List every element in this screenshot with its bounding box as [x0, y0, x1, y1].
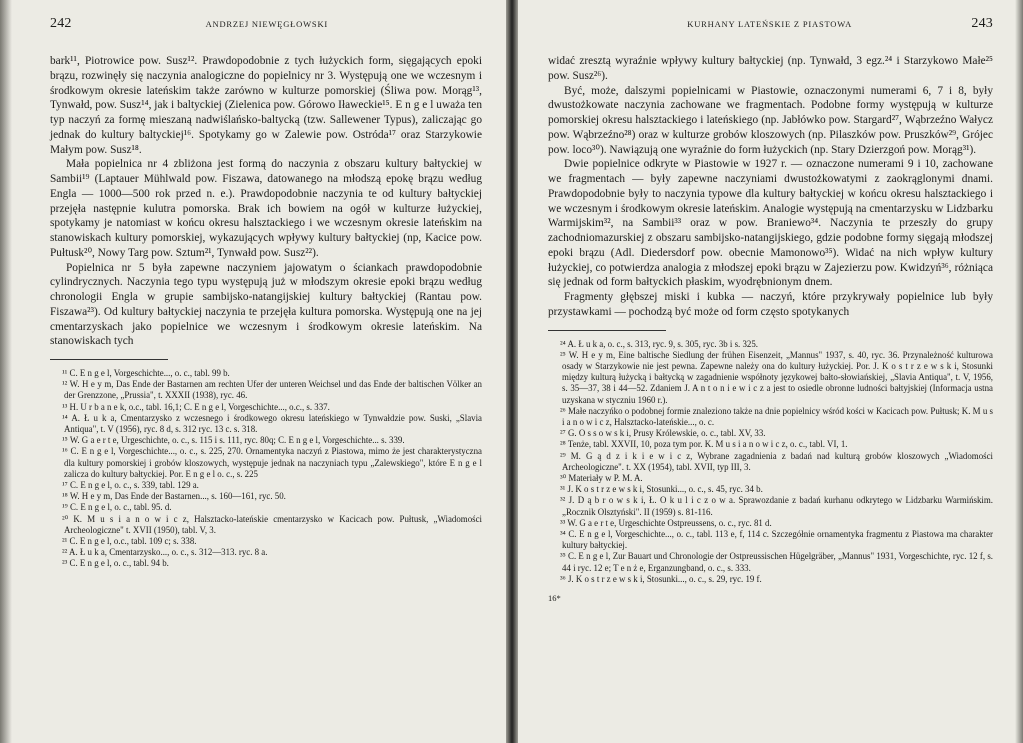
footnote: ³⁴ C. E n g e l, Vorgeschichte..., o. c., tabl. 113 e, f, 114 c. Szczegółnie ornamentyka fragmentu z Piastowa ma charakter kultury bałtyckiej. — [560, 528, 993, 551]
paragraph: Mała popielnica nr 4 zbliżona jest formą do naczynia z obszaru kultury bałtyckiej w Sambii¹⁹ (Laptauer Mühlwald pow. Fiszawa, datowanego na młodszą epokę brązu według Engla — 1000—500 rok przed n. e.). Prawdopodobnie naczynia te od kultury bałtyckiej przejęła następnie kulutra pomorska. Brak ich bowiem na ogół w kulturze łużyckiej, spotykamy je natomiast w końcu okresu halsztackiego i we wczesnym okresie lateńskim na stanowiskach kultury pomorskiej, wykazujących wpływy kultury bałtyckiej (np, Kacice pow. Pułtusk²⁰, Nowy Targ pow. Sztum²¹, Tynwałd pow. Susz²²). — [50, 158, 482, 259]
left-page — [0, 0, 506, 743]
footnote: ¹³ H. U r b a n e k, o.c., tabl. 16,1; C. E n g e l, Vorgeschichte..., o.c., s. 337. — [62, 401, 330, 412]
footnote: ¹² W. H e y m, Das Ende der Bastarnen am rechten Ufer der unteren Weichsel und das Ende der baltischen Völker an der Grenzzone, „Prussia", t. XXXII (1938), ryc. 46. — [62, 379, 482, 401]
footnote: ¹⁷ C. E n g e l, o. c., s. 339, tabl. 129 a. — [62, 480, 199, 491]
right-running-head: KURHANY LATEŃSKIE Z PIASTOWA — [687, 19, 853, 29]
right-page — [518, 0, 1023, 743]
footnote: ¹¹ C. E n g e l, Vorgeschichte..., o. c., tabl. 99 b. — [62, 368, 230, 378]
right-page-number: 243 — [971, 16, 993, 31]
paragraph: bark¹¹, Piotrowice pow. Susz¹². Prawdopodobnie z tych łużyckich form, sięgających epoki brązu, rozwinęły się naczynia analogiczne do popielnicy nr 3. Występują one we wczesnym i środkowym okresie lateńskim także zarówno w kulturze pomorskiej (Śliwa pow. Morąg¹³, Tynwałd, pow. Susz¹⁴, jak i baltyckiej (Zielenica pow. Górowo Iławeckie¹⁵. E n g e l uważa ten typ naczyń za formę mieszaną nadwiślańsko-baltycką (tzw. Sallewener Typus), zaliczając go jednak do kultury baltyckiej¹⁶. Spotykamy go w Zalewie pow. Ostróda¹⁷ oraz Starzykowie Małym pow. Susz¹⁸. — [50, 55, 482, 156]
printer-signature: 16* — [548, 592, 561, 603]
footnote: ¹⁸ W. H e y m, Das Ende der Bastarnen..., s. 160—161, ryc. 50. — [62, 491, 286, 502]
footnote: ¹⁶ C. E n g e l, Vorgeschichte..., o. c., s. 225, 270. Ornamentyka naczyń z Piastowa, mimo że jest charakterystyczna dla kultury pomorskiej i grobów kloszowych, występuje jednak na naczyniach typu „Zalewskiego", które E n g e l zalicza do kultury bałtyckiej. Por. E n g e l o. c., s. 225 — [62, 446, 482, 479]
paragraph: Fragmenty głębszej miski i kubka — naczyń, które przykrywały popielnice lub były przystawkami — pochodzą być może od form często spotykanych — [548, 291, 993, 318]
right-page-header — [548, 16, 993, 32]
footnote: ³² J. D ą b r o w s k i, Ł. O k u l i c z o w a. Sprawozdanie z badań kurhanu odkrytego w Lidzbarku Warmińskim. „Rocznik Olsztyński". II (1959) s. 81-116. — [560, 495, 993, 517]
footnote: ²⁴ A. Ł u k a, o. c., s. 313, ryc. 9, s. 305, ryc. 3b i s. 325. — [560, 338, 759, 349]
paragraph: Dwie popielnice odkryte w Piastowie w 1927 r. — oznaczone numerami 9 i 10, zachowane we fragmentach — były zapewne naczyniami dwustożkowatymi z zaokrąglonymi dnami. Prawdopodobnie były to naczynia typowe dla kultury bałtyckiej w końcu okresu halsztackiego i we wczesnym i środkowym okresie lateńskim. Analogie występują na cmentarzysku w Lidzbarku Warmijskim³², na Sambii³³ oraz w pow. Braniewo³⁴. Naczynia te przeszły do grupy zachodniomazurskiej z obszaru sambijsko-natangijskiego, gdzie podobne formy sięgają młodszej epoki brązu (Adl. Diedersdorf pow. obecnie Mamonowo³⁵). Widać na nich wpływ kultury łużyckiej, co potwierdza analogia z młodszej epoki brązu w Zajezierzu pow. Kwidzyń³⁶, różniąca się jednak od form bałtyckich płaskim, wyodrębnionym dnem. — [548, 158, 993, 289]
footnote: ³⁵ C. E n g e l, Zur Bauart und Chronologie der Ostpreussischen Hügelgräber, „Mannus" 1931, Vorgeschichte, ryc. 12 f, s. 44 i ryc. 12 e; T e n ż e, Erganzungband, o. c., s. 333. — [560, 551, 993, 573]
book-gutter — [506, 0, 518, 743]
footnote: ²⁵ W. H e y m, Eine baltische Siedlung der frühen Eisenzeit, „Mannus" 1937, s. 40, ryc. 36. Przynależność kulturowa osady w Starzykowie nie jest pewna. Zapewne należy ona do kultury łużyckiej. Por. J. K o s t r z e w s k i, Stosunki między kulturą łużycką i bałtycką w zagadnienie współnoty językowej bałto-słowiańskiej, „Slavia Antiqua", t. V, 1956, s. 35—37, 38 i 44—52. Zdaniem J. A n t o n i e w i c z a jest to osiedle obronne ludności bałtyjskiej (Informacja ustna uzyskana w styczniu 1960 r.). — [560, 349, 993, 405]
footnote: ²⁰ K. M u s i a n o w i c z, Halsztacko-lateńskie cmentarzysko w Kacicach pow. Pułtusk, „Wiadomości Archeologiczne" t. XVII (1950), tabl. V, 3. — [62, 513, 482, 535]
page-edge-shadow — [1015, 0, 1023, 743]
footnote-rule — [50, 359, 168, 360]
footnote: ³¹ J. K o s t r z e w s k i, Stosunki..., o. c., s. 45, ryc. 34 b. — [560, 484, 763, 495]
footnote: ²¹ C. E n g e l, o.c., tabl. 109 c; s. 338. — [62, 536, 197, 547]
footnote: ²⁸ Tenże, tabl. XXVII, 10, poza tym por. K. M u s i a n o w i c z, o. c., tabl. VI, 1. — [560, 439, 848, 450]
right-footnotes — [548, 339, 993, 585]
footnote: ³³ W. G a e r t e, Urgeschichte Ostpreussens, o. c., ryc. 81 d. — [560, 517, 772, 528]
footnote: ²⁷ G. O s s o w s k i, Prusy Królewskie, o. c., tabl. XV, 33. — [560, 428, 766, 439]
footnote: ¹⁵ W. G a e r t e, Urgeschichte, o. c., s. 115 i s. 111, ryc. 80q; C. E n g e l, Vorgeschichte... s. 339. — [62, 435, 405, 446]
footnote: ²⁶ Małe naczyńko o podobnej formie znaleziono także na dnie popielnicy wśród kości w Kacicach pow. Pułtusk; K. M u s i a n o w i c z, Halsztacko-lateńskie..., o. c. — [560, 405, 993, 427]
left-footnotes — [50, 368, 482, 570]
left-page-header — [50, 16, 482, 32]
footnote: ²³ C. E n g e l, o. c., tabl. 94 b. — [62, 558, 169, 569]
footnote: ³⁶ J. K o s t r z e w s k i, Stosunki..., o. c., s. 29, ryc. 19 f. — [560, 573, 762, 584]
footnote: ²⁹ M. G ą d z i k i e w i c z, Wybrane zagadnienia z badań nad kulturą grobów kloszowych „Wiadomości Archeologiczne". t. XX (1954), tabl. XVII, typ III, 3. — [560, 450, 993, 472]
right-body-text — [548, 54, 993, 320]
footnote: ¹⁴ A. Ł u k a, Cmentarzysko z wczesnego i środkowego okresu lateńskiego w Tynwałdzie pow. Suski, „Slavia Antiqua", t. V (1956), ryc. 8 d, s. 312 ryc. 13 c. s. 318. — [62, 412, 482, 435]
left-body-text — [50, 54, 482, 349]
paragraph: Popielnica nr 5 była zapewne naczyniem jajowatym o ściankach prawdopodobnie cylindrycznych. Naczynia tego typu występują już w młodszym okresie epoki brązu według chronologii Engla w grupie sambijsko-natangijskiej kultury bałtyckiej (Rantau pow. Fiszawa²³). Od kultury bałtyckiej naczynia te przejęła kultura pomorska. Występują one na jej cmentarzyskach jako popielnice we wczesnym i środkowym okresie lateńskim. Na stanowiskach tych — [50, 261, 482, 348]
footnote: ¹⁹ C. E n g e l, o. c., tabl. 95. d. — [62, 502, 172, 513]
paragraph: Być, może, dalszymi popielnicami w Piastowie, oznaczonymi numerami 6, 7 i 8, były dwustożkowate naczynia zachowane we fragmentach. Podobne formy występują w kulturze pomorskiej okresu halsztackiego i lateńskiego (np. Jabłówko pow. Stargard²⁷, Wąbrzeźno Wałycz pow. Wąbrzeźno²⁸) oraz w kulturze grobów kloszowych (np. Pilaszków pow. Pruszków²⁹, Grójec pow. loco³⁰). Nawiązują one wyraźnie do form łużyckich (np. Stary Dzierzgoń pow. Morąg³¹). — [548, 84, 993, 156]
footnote: ²² A. Ł u k a, Cmentarzysko..., o. c., s. 312—313. ryc. 8 a. — [62, 547, 268, 558]
left-page-number: 242 — [50, 16, 72, 31]
left-running-head: ANDRZEJ NIEWĘGŁOWSKI — [205, 19, 329, 29]
paragraph: widać zresztą wyraźnie wpływy kultury bałtyckiej (np. Tynwałd, 3 egz.²⁴ i Starzykowo Małe²⁵ pow. Susz²⁶). — [548, 55, 993, 82]
footnote-rule — [548, 330, 666, 331]
footnote: ³⁰ Materiały w P. M. A. — [560, 472, 643, 483]
page-edge-shadow — [0, 0, 12, 743]
